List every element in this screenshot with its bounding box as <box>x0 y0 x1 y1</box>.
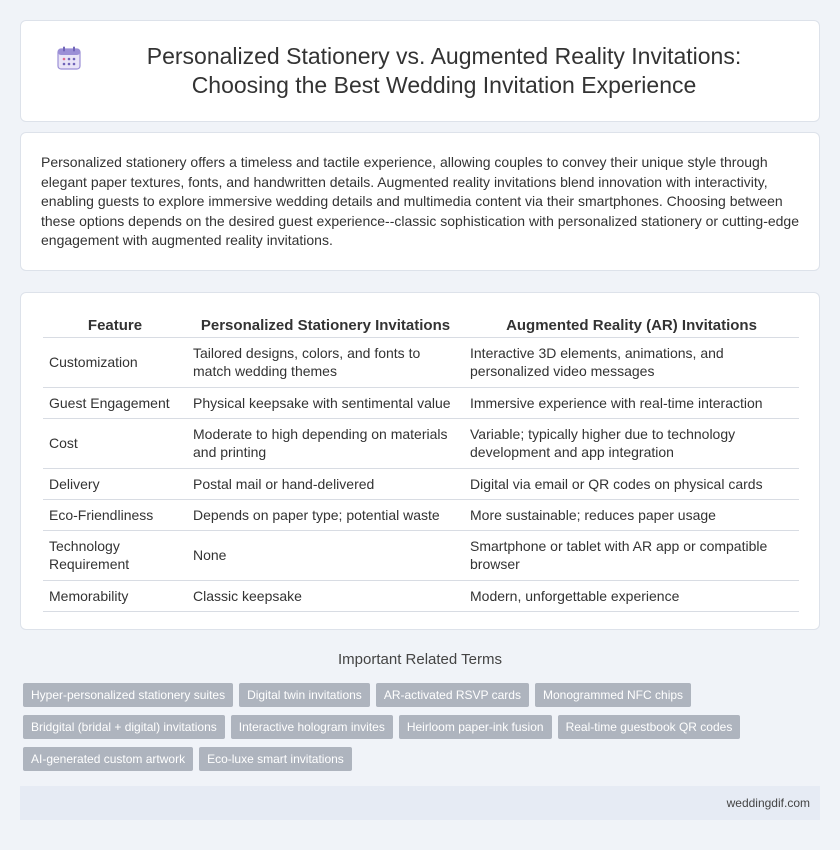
related-term-tag[interactable]: Digital twin invitations <box>239 683 370 707</box>
stationery-cell: Tailored designs, colors, and fonts to match wedding themes <box>187 337 464 387</box>
related-term-tag[interactable]: AI-generated custom artwork <box>23 747 193 771</box>
ar-cell: More sustainable; reduces paper usage <box>464 499 799 530</box>
feature-cell: Delivery <box>43 468 187 499</box>
header-stationery: Personalized Stationery Invitations <box>187 313 464 337</box>
related-term-tag[interactable]: Monogrammed NFC chips <box>535 683 691 707</box>
ar-cell: Interactive 3D elements, animations, and personalized video messages <box>464 337 799 387</box>
related-term-tag[interactable]: Interactive hologram invites <box>231 715 393 739</box>
ar-cell: Modern, unforgettable experience <box>464 580 799 611</box>
table-header-row <box>43 313 799 337</box>
ar-cell: Immersive experience with real-time interaction <box>464 387 799 418</box>
ar-cell: Variable; typically higher due to technology development and app integration <box>464 418 799 468</box>
related-term-tag[interactable]: Bridgital (bridal + digital) invitations <box>23 715 225 739</box>
stationery-cell: Physical keepsake with sentimental value <box>187 387 464 418</box>
header-ar: Augmented Reality (AR) Invitations <box>464 313 799 337</box>
table-row <box>43 387 799 418</box>
stationery-cell: Postal mail or hand-delivered <box>187 468 464 499</box>
calendar-icon <box>56 45 82 71</box>
title-card <box>20 20 820 122</box>
intro-paragraph: Personalized stationery offers a timeless and tactile experience, allowing couples to convey their unique style through elegant paper textures, fonts, and handwritten details. Augmented reality invitations blend innovation with interactivity, enabling guests to explore immersive wedding details and multimedia content via their smartphones. Choosing between these options depends on the desired guest experience--classic sophistication with personalized stationery or cutting-edge engagement with augmented reality invitations. <box>41 154 800 248</box>
comparison-table <box>43 313 799 612</box>
related-term-tag[interactable]: Hyper-personalized stationery suites <box>23 683 233 707</box>
footer <box>20 786 820 820</box>
stationery-cell: None <box>187 530 464 580</box>
table-row <box>43 418 799 468</box>
stationery-cell: Depends on paper type; potential waste <box>187 499 464 530</box>
table-row <box>43 580 799 611</box>
comparison-card <box>20 292 820 630</box>
feature-cell: Cost <box>43 418 187 468</box>
stationery-cell: Moderate to high depending on materials and printing <box>187 418 464 468</box>
feature-cell: Eco-Friendliness <box>43 499 187 530</box>
feature-cell: Guest Engagement <box>43 387 187 418</box>
related-terms-title: Important Related Terms <box>338 651 502 668</box>
ar-cell: Digital via email or QR codes on physical cards <box>464 468 799 499</box>
table-row <box>43 530 799 580</box>
feature-cell: Customization <box>43 337 187 387</box>
stationery-cell: Classic keepsake <box>187 580 464 611</box>
related-term-tag[interactable]: Heirloom paper-ink fusion <box>399 715 552 739</box>
title-wrap <box>56 42 784 100</box>
table-row <box>43 468 799 499</box>
intro-card <box>20 132 820 271</box>
table-row <box>43 499 799 530</box>
table-row <box>43 337 799 387</box>
ar-cell: Smartphone or tablet with AR app or compatible browser <box>464 530 799 580</box>
feature-cell: Technology Requirement <box>43 530 187 580</box>
related-term-tag[interactable]: AR-activated RSVP cards <box>376 683 529 707</box>
feature-cell: Memorability <box>43 580 187 611</box>
related-term-tag[interactable]: Real-time guestbook QR codes <box>558 715 741 739</box>
related-terms-list <box>23 683 803 771</box>
related-term-tag[interactable]: Eco-luxe smart invitations <box>199 747 352 771</box>
page-title: Personalized Stationery vs. Augmented Reality Invitations: Choosing the Best Wedding Invitation Experience <box>146 43 742 98</box>
footer-site-link[interactable]: weddingdif.com <box>726 796 810 810</box>
header-feature: Feature <box>43 313 187 337</box>
